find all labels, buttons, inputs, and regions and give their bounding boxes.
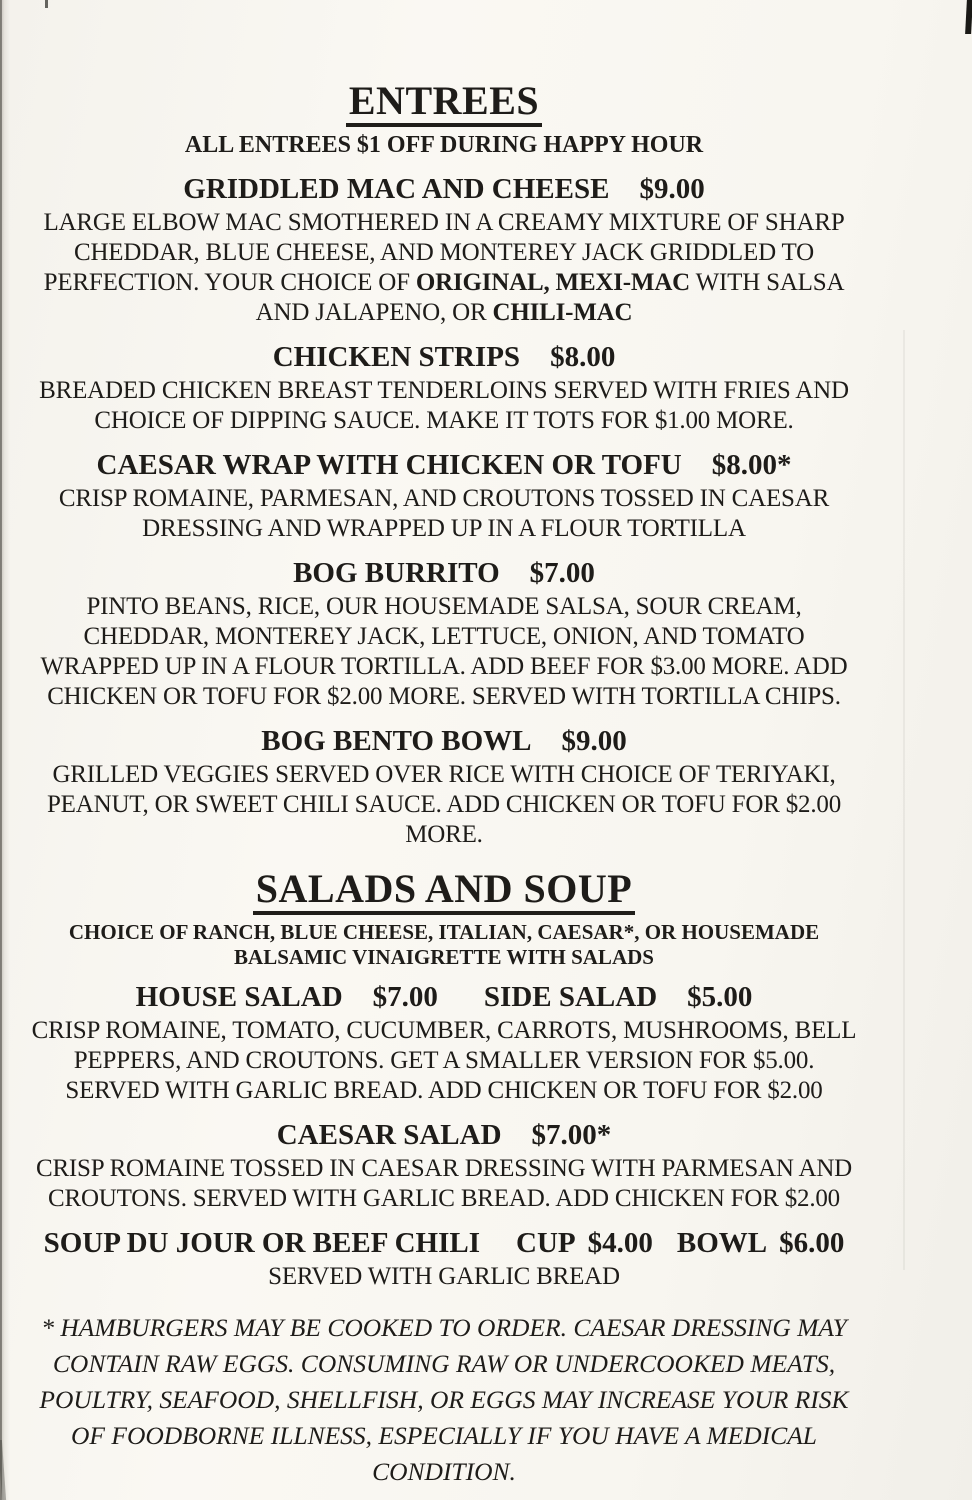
menu-item-bog-burrito — [0, 556, 888, 712]
desc-part: LARGE ELBOW MAC SMOTHERED IN A CREAMY MIXTURE OF SHARP CHEDDAR, BLUE CHEESE, AND MONTEREY JACK GRIDDLED TO PERFECTION. YOUR CHOICE OF — [43, 209, 845, 296]
item-title — [0, 448, 888, 482]
item-title — [0, 556, 888, 590]
item-name: CAESAR WRAP WITH CHICKEN OR TOFU — [96, 449, 682, 481]
item-description: BREADED CHICKEN BREAST TENDERLOINS SERVED WITH FRIES AND CHOICE OF DIPPING SAUCE. MAKE IT TOTS FOR $1.00 MORE. — [39, 377, 849, 434]
entrees-title — [0, 78, 888, 124]
item-title — [0, 1226, 888, 1260]
desc-part-bold: CHILI-MAC — [492, 299, 633, 326]
menu-item-griddled-mac — [0, 172, 888, 328]
item-price: $8.00* — [711, 449, 792, 481]
item-name: SOUP DU JOUR OR BEEF CHILI — [43, 1227, 481, 1259]
menu-item-bog-bento-bowl — [0, 724, 888, 850]
item-price: $5.00 — [687, 981, 753, 1013]
menu-pair-side-salad — [484, 981, 753, 1013]
size-label: CUP — [516, 1227, 576, 1259]
item-title — [0, 172, 888, 206]
desc-part-bold: ORIGINAL, MEXI-MAC — [415, 269, 691, 296]
item-price: $7.00 — [372, 981, 438, 1013]
item-name: SIDE SALAD — [483, 981, 658, 1013]
desc-part: WITH SALSA AND JALAPENO, OR — [255, 269, 845, 326]
salads-title — [0, 866, 888, 912]
dressings-note: CHOICE OF RANCH, BLUE CHEESE, ITALIAN, CAESAR*, OR HOUSEMADE BALSAMIC VINAIGRETTE WITH SALADS — [68, 920, 820, 969]
item-price: $8.00 — [550, 341, 616, 373]
item-title — [0, 340, 888, 374]
scan-top-right-mark — [965, 0, 972, 34]
section-salads-and-soup — [0, 866, 888, 1292]
item-description: CRISP ROMAINE TOSSED IN CAESAR DRESSING WITH PARMESAN AND CROUTONS. SERVED WITH GARLIC BREAD. ADD CHICKEN FOR $2.00 — [35, 1155, 853, 1212]
menu-item-chicken-strips — [0, 340, 888, 436]
size-label: BOWL — [676, 1227, 768, 1259]
scan-crease — [903, 330, 905, 1270]
item-title — [0, 724, 888, 758]
soup-size-bowl — [677, 1227, 845, 1259]
item-description: CRISP ROMAINE, PARMESAN, AND CROUTONS TOSSED IN CAESAR DRESSING AND WRAPPED UP IN A FLOUR TORTILLA — [58, 485, 830, 542]
entrees-title-text: ENTREES — [346, 78, 542, 127]
item-description: GRILLED VEGGIES SERVED OVER RICE WITH CHOICE OF TERIYAKI, PEANUT, OR SWEET CHILI SAUCE. ADD CHICKEN OR TOFU FOR $2.00 MORE. — [46, 761, 842, 848]
item-description — [28, 208, 860, 328]
salads-title-text: SALADS AND SOUP — [253, 866, 635, 915]
soup-size-cup — [516, 1227, 653, 1259]
section-entrees — [0, 78, 888, 850]
item-name: BOG BENTO BOWL — [261, 725, 532, 757]
item-name: GRIDDLED MAC AND CHEESE — [183, 173, 610, 205]
allergy-footnote: * HAMBURGERS MAY BE COOKED TO ORDER. CAESAR DRESSING MAY CONTAIN RAW EGGS. CONSUMING RAW OR UNDERCOOKED MEATS, POULTRY, SEAFOOD, SHELLFISH, OR EGGS MAY INCREASE YOUR RISK OF FOODBORNE ILLNESS, ESPECIALLY IF YOU HAVE A MEDICAL CONDITION. — [39, 1313, 849, 1486]
item-description: PINTO BEANS, RICE, OUR HOUSEMADE SALSA, SOUR CREAM, CHEDDAR, MONTEREY JACK, LETTUCE, ONION, AND TOMATO WRAPPED UP IN A FLOUR TORTILLA. ADD BEEF FOR $3.00 MORE. ADD CHICKEN OR TOFU FOR $2.00 MORE. SERVED WITH TORTILLA CHIPS. — [40, 593, 848, 710]
item-title — [0, 1118, 888, 1152]
item-price: $9.00 — [639, 173, 705, 205]
menu-item-house-side-salad — [0, 980, 888, 1106]
item-name: CHICKEN STRIPS — [272, 341, 521, 373]
item-name: CAESAR SALAD — [276, 1119, 502, 1151]
item-price: $9.00 — [561, 725, 627, 757]
item-description: CRISP ROMAINE, TOMATO, CUCUMBER, CARROTS, MUSHROOMS, BELL PEPPERS, AND CROUTONS. GET A SMALLER VERSION FOR $5.00. SERVED WITH GARLIC BREAD. ADD CHICKEN OR TOFU FOR $2.00 — [31, 1017, 857, 1104]
menu-item-caesar-wrap — [0, 448, 888, 544]
entrees-note: ALL ENTREES $1 OFF DURING HAPPY HOUR — [184, 132, 704, 158]
item-name: BOG BURRITO — [293, 557, 500, 589]
size-price: $4.00 — [587, 1227, 653, 1259]
menu-item-soup-du-jour — [0, 1226, 888, 1292]
size-price: $6.00 — [779, 1227, 845, 1259]
menu-pair-house-salad — [136, 981, 438, 1013]
item-description: SERVED WITH GARLIC BREAD — [268, 1263, 620, 1290]
item-name: HOUSE SALAD — [135, 981, 343, 1013]
menu-item-caesar-salad — [0, 1118, 888, 1214]
item-price: $7.00 — [529, 557, 595, 589]
item-title — [0, 980, 888, 1014]
item-price: $7.00* — [531, 1119, 612, 1151]
